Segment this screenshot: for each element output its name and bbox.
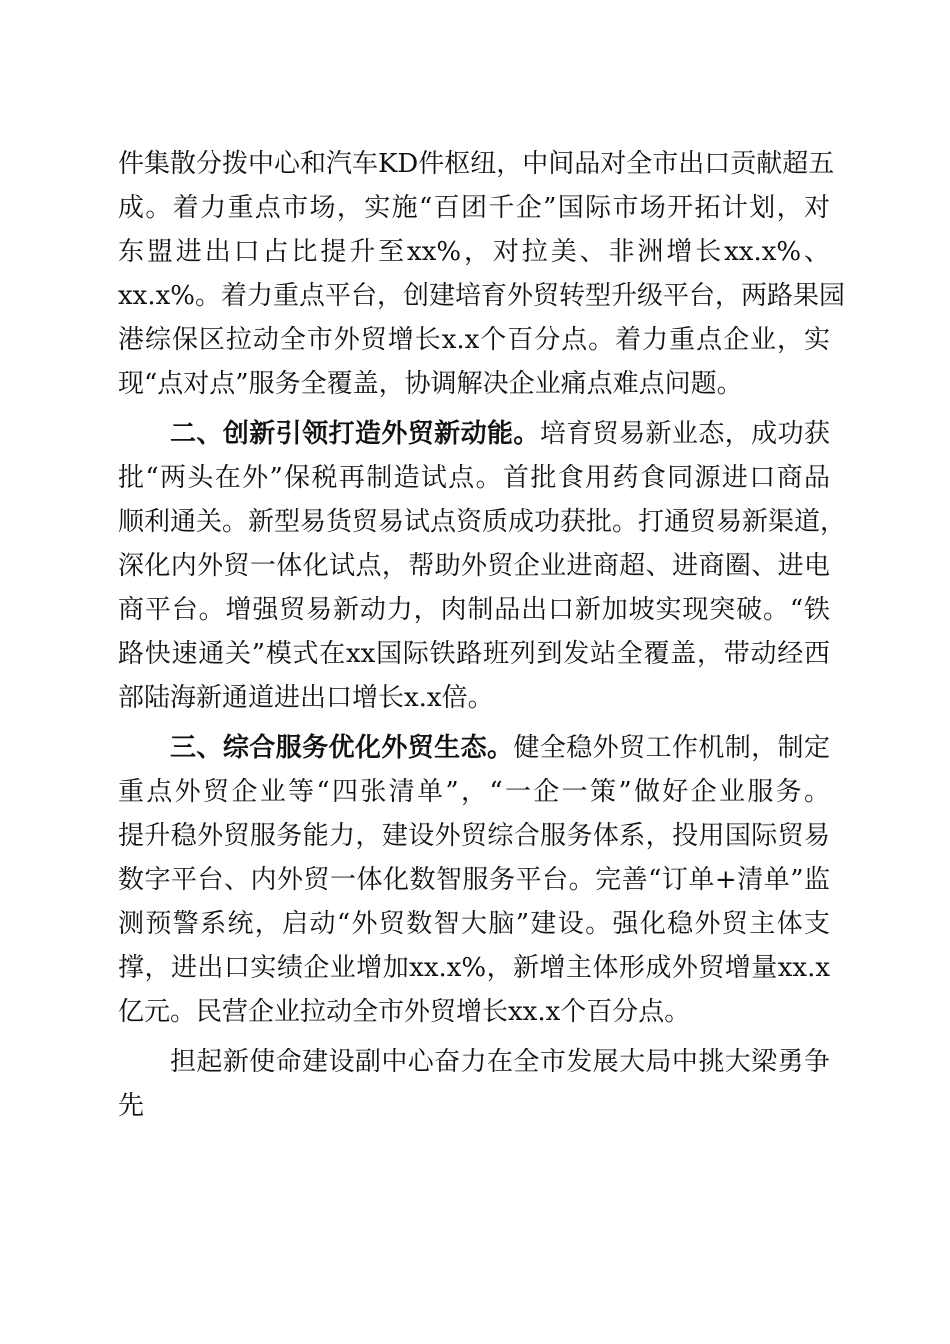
section-heading: 三、综合服务优化外贸生态。 <box>170 733 514 763</box>
paragraph-first-line <box>170 728 830 768</box>
text-line: 测预警系统，启动“外贸数智大脑”建设。强化稳外贸主体支 <box>118 909 830 939</box>
text-line: 先 <box>118 1091 145 1121</box>
paragraph-first-line <box>170 414 830 454</box>
text-line: 提升稳外贸服务能力，建设外贸综合服务体系，投用国际贸易 <box>118 821 830 851</box>
text-line: xx.x%。着力重点平台，创建培育外贸转型升级平台，两路果园 <box>118 281 845 311</box>
text-line: 深化内外贸一体化试点，帮助外贸企业进商超、进商圈、进电 <box>118 551 830 581</box>
text-span: 培育贸易新业态，成功获 <box>539 419 830 449</box>
text-line: 亿元。民营企业拉动全市外贸增长xx.x个百分点。 <box>118 997 691 1027</box>
text-line: 现“点对点”服务全覆盖，协调解决企业痛点难点问题。 <box>118 369 743 399</box>
text-line: 撑，进出口实绩企业增加xx.x%，新增主体形成外贸增量xx.x <box>118 953 830 983</box>
text-line: 路快速通关”模式在xx国际铁路班列到发站全覆盖，带动经西 <box>118 639 830 669</box>
text-line: 件集散分拨中心和汽车KD件枢纽，中间品对全市出口贡献超五 <box>118 149 835 179</box>
text-line: 顺利通关。新型易货贸易试点资质成功获批。打通贸易新渠道， <box>118 507 847 537</box>
text-line: 重点外贸企业等“四张清单”，“一企一策”做好企业服务。 <box>118 777 830 807</box>
text-line: 数字平台、内外贸一体化数智服务平台。完善“订单+清单”监 <box>118 865 830 895</box>
text-line: 港综保区拉动全市外贸增长x.x个百分点。着力重点企业，实 <box>118 325 830 355</box>
text-line: 担起新使命建设副中心奋力在全市发展大局中挑大梁勇争 <box>170 1047 830 1077</box>
text-line: 批“两头在外”保税再制造试点。首批食用药食同源进口商品 <box>118 463 830 493</box>
text-line: 部陆海新通道进出口增长x.x倍。 <box>118 683 494 713</box>
text-line: 东盟进出口占比提升至xx%，对拉美、非洲增长xx.x%、 <box>118 237 830 267</box>
text-line: 商平台。增强贸易新动力，肉制品出口新加坡实现突破。“铁 <box>118 595 830 625</box>
text-span: 健全稳外贸工作机制，制定 <box>513 733 830 763</box>
section-heading: 二、创新引领打造外贸新动能。 <box>170 419 540 449</box>
text-line: 成。着力重点市场，实施“百团千企”国际市场开拓计划，对 <box>118 193 830 223</box>
